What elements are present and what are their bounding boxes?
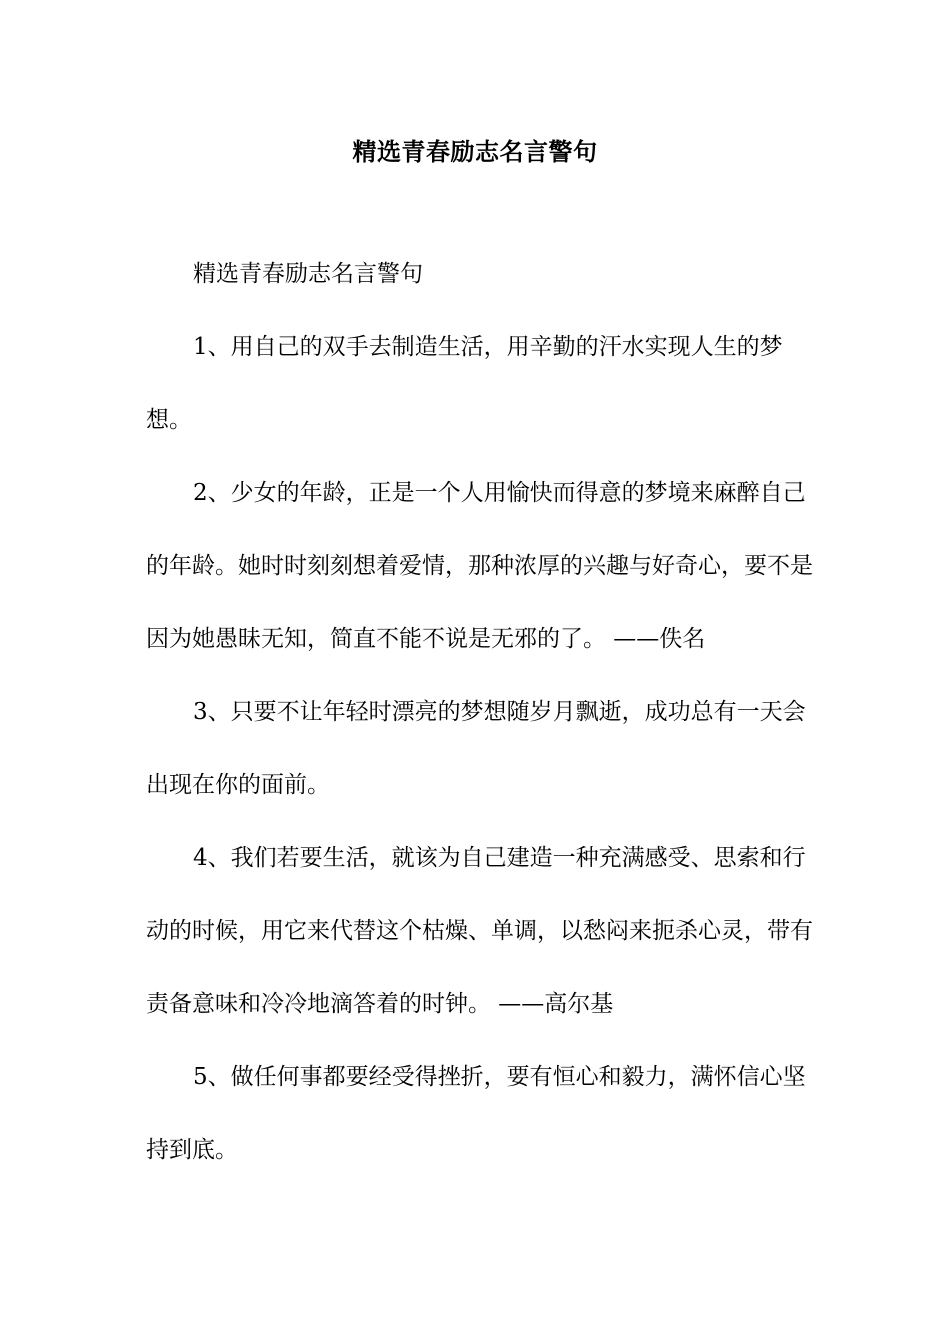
document-title: 精选青春励志名言警句 [352, 137, 598, 166]
quote-paragraph-4: 4、我们若要生活，就该为自己建造一种充满感受、思索和行动的时候，用它来代替这个枯燥、单调，以愁闷来扼杀心灵，带有责备意味和冷冷地滴答着的时钟。 ——高尔基 [146, 845, 813, 1017]
quote-paragraph-3: 3、只要不让年轻时漂亮的梦想随岁月飘逝，成功总有一天会出现在你的面前。 [146, 699, 806, 798]
quote-paragraph-5: 5、做任何事都要经受得挫折，要有恒心和毅力，满怀信心坚持到底。 [146, 1064, 806, 1163]
quote-paragraph-1: 1、用自己的双手去制造生活，用辛勤的汗水实现人生的梦想。 [146, 334, 783, 433]
paragraph-heading: 精选青春励志名言警句 [193, 261, 423, 287]
quote-paragraph-2: 2、少女的年龄，正是一个人用愉快而得意的梦境来麻醉自己的年龄。她时时刻刻想着爱情，那种浓厚的兴趣与好奇心，要不是因为她愚昧无知，简直不能不说是无邪的了。 ——佚名 [146, 480, 813, 652]
